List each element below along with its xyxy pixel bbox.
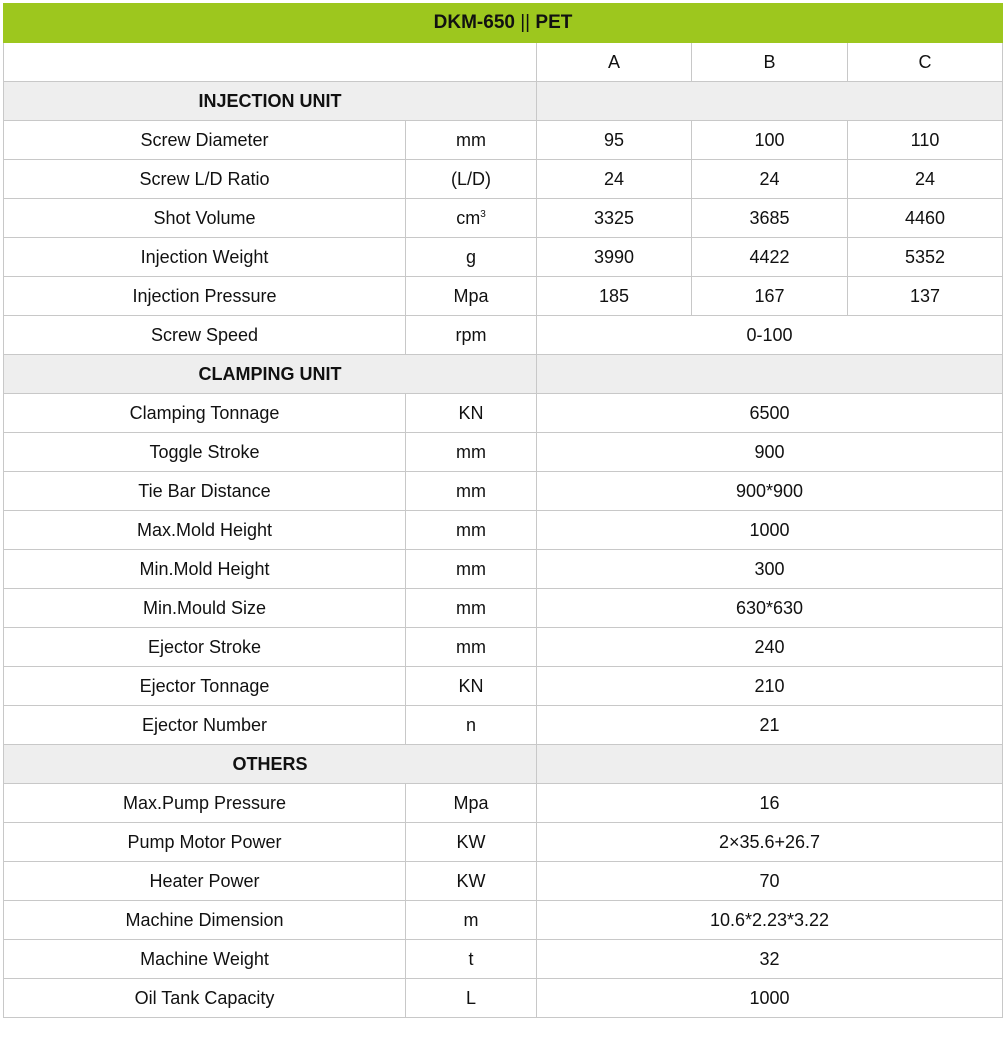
blank-header-cell <box>4 43 537 82</box>
param-label: Screw Speed <box>4 316 406 355</box>
column-header-c: C <box>848 43 1003 82</box>
table-row <box>4 589 1003 628</box>
value-b: 167 <box>692 277 848 316</box>
value-all: 900*900 <box>537 472 1003 511</box>
param-unit: m <box>406 901 537 940</box>
table-row <box>4 238 1003 277</box>
table-row <box>4 121 1003 160</box>
value-all: 2×35.6+26.7 <box>537 823 1003 862</box>
param-label: Screw L/D Ratio <box>4 160 406 199</box>
value-all: 0-100 <box>537 316 1003 355</box>
value-all: 1000 <box>537 511 1003 550</box>
value-all: 300 <box>537 550 1003 589</box>
value-c: 110 <box>848 121 1003 160</box>
param-label: Screw Diameter <box>4 121 406 160</box>
param-label: Toggle Stroke <box>4 433 406 472</box>
value-c: 4460 <box>848 199 1003 238</box>
section-blank-cell <box>537 82 1003 121</box>
table-row <box>4 277 1003 316</box>
table-row <box>4 667 1003 706</box>
table-row <box>4 784 1003 823</box>
value-all: 900 <box>537 433 1003 472</box>
title-variant: PET <box>535 12 573 33</box>
param-unit: mm <box>406 433 537 472</box>
table-row <box>4 511 1003 550</box>
table-row <box>4 433 1003 472</box>
table-row <box>4 199 1003 238</box>
value-a: 3325 <box>537 199 692 238</box>
value-a: 24 <box>537 160 692 199</box>
value-a: 95 <box>537 121 692 160</box>
section-others <box>4 745 1003 784</box>
param-label: Heater Power <box>4 862 406 901</box>
table-row <box>4 706 1003 745</box>
value-all: 630*630 <box>537 589 1003 628</box>
value-c: 5352 <box>848 238 1003 277</box>
param-unit: n <box>406 706 537 745</box>
value-c: 137 <box>848 277 1003 316</box>
section-blank-cell <box>537 745 1003 784</box>
section-heading: OTHERS <box>4 745 537 784</box>
param-label: Ejector Tonnage <box>4 667 406 706</box>
column-header-row <box>4 43 1003 82</box>
value-all: 210 <box>537 667 1003 706</box>
param-label: Injection Weight <box>4 238 406 277</box>
table-row <box>4 862 1003 901</box>
param-label: Max.Mold Height <box>4 511 406 550</box>
param-unit: KW <box>406 823 537 862</box>
value-all: 16 <box>537 784 1003 823</box>
title-row <box>4 4 1003 43</box>
table-row <box>4 550 1003 589</box>
value-all: 32 <box>537 940 1003 979</box>
value-b: 3685 <box>692 199 848 238</box>
section-injection-unit <box>4 82 1003 121</box>
param-unit: g <box>406 238 537 277</box>
param-label: Machine Weight <box>4 940 406 979</box>
param-unit: L <box>406 979 537 1018</box>
section-blank-cell <box>537 355 1003 394</box>
param-label: Oil Tank Capacity <box>4 979 406 1018</box>
table-row <box>4 979 1003 1018</box>
param-unit: (L/D) <box>406 160 537 199</box>
param-unit: KN <box>406 394 537 433</box>
value-b: 24 <box>692 160 848 199</box>
param-unit: Mpa <box>406 277 537 316</box>
value-all: 240 <box>537 628 1003 667</box>
table-row <box>4 940 1003 979</box>
param-label: Shot Volume <box>4 199 406 238</box>
table-row <box>4 394 1003 433</box>
unit-superscript: 3 <box>480 209 486 220</box>
param-label: Ejector Stroke <box>4 628 406 667</box>
param-unit: rpm <box>406 316 537 355</box>
value-a: 185 <box>537 277 692 316</box>
value-a: 3990 <box>537 238 692 277</box>
param-unit <box>406 199 537 238</box>
param-label: Injection Pressure <box>4 277 406 316</box>
value-all: 6500 <box>537 394 1003 433</box>
table-row <box>4 901 1003 940</box>
table-row <box>4 628 1003 667</box>
param-unit: Mpa <box>406 784 537 823</box>
param-label: Clamping Tonnage <box>4 394 406 433</box>
param-label: Max.Pump Pressure <box>4 784 406 823</box>
section-heading: CLAMPING UNIT <box>4 355 537 394</box>
column-header-a: A <box>537 43 692 82</box>
table-row <box>4 472 1003 511</box>
value-all: 21 <box>537 706 1003 745</box>
param-label: Tie Bar Distance <box>4 472 406 511</box>
value-all: 10.6*2.23*3.22 <box>537 901 1003 940</box>
param-label: Pump Motor Power <box>4 823 406 862</box>
param-unit: mm <box>406 589 537 628</box>
param-unit: mm <box>406 511 537 550</box>
table-row <box>4 160 1003 199</box>
value-all: 70 <box>537 862 1003 901</box>
param-label: Machine Dimension <box>4 901 406 940</box>
param-unit: mm <box>406 472 537 511</box>
param-unit: KW <box>406 862 537 901</box>
value-c: 24 <box>848 160 1003 199</box>
param-label: Min.Mould Size <box>4 589 406 628</box>
table-title <box>4 4 1003 43</box>
title-model: DKM-650 <box>433 12 515 33</box>
section-heading: INJECTION UNIT <box>4 82 537 121</box>
column-header-b: B <box>692 43 848 82</box>
param-unit: t <box>406 940 537 979</box>
table-row <box>4 823 1003 862</box>
param-label: Min.Mold Height <box>4 550 406 589</box>
table-row <box>4 316 1003 355</box>
title-separator: || <box>520 12 531 33</box>
value-b: 4422 <box>692 238 848 277</box>
value-b: 100 <box>692 121 848 160</box>
param-label: Ejector Number <box>4 706 406 745</box>
unit-text: cm <box>456 208 481 228</box>
param-unit: mm <box>406 121 537 160</box>
value-all: 1000 <box>537 979 1003 1018</box>
param-unit: KN <box>406 667 537 706</box>
section-clamping-unit <box>4 355 1003 394</box>
param-unit: mm <box>406 550 537 589</box>
param-unit: mm <box>406 628 537 667</box>
spec-table <box>3 3 1003 1018</box>
